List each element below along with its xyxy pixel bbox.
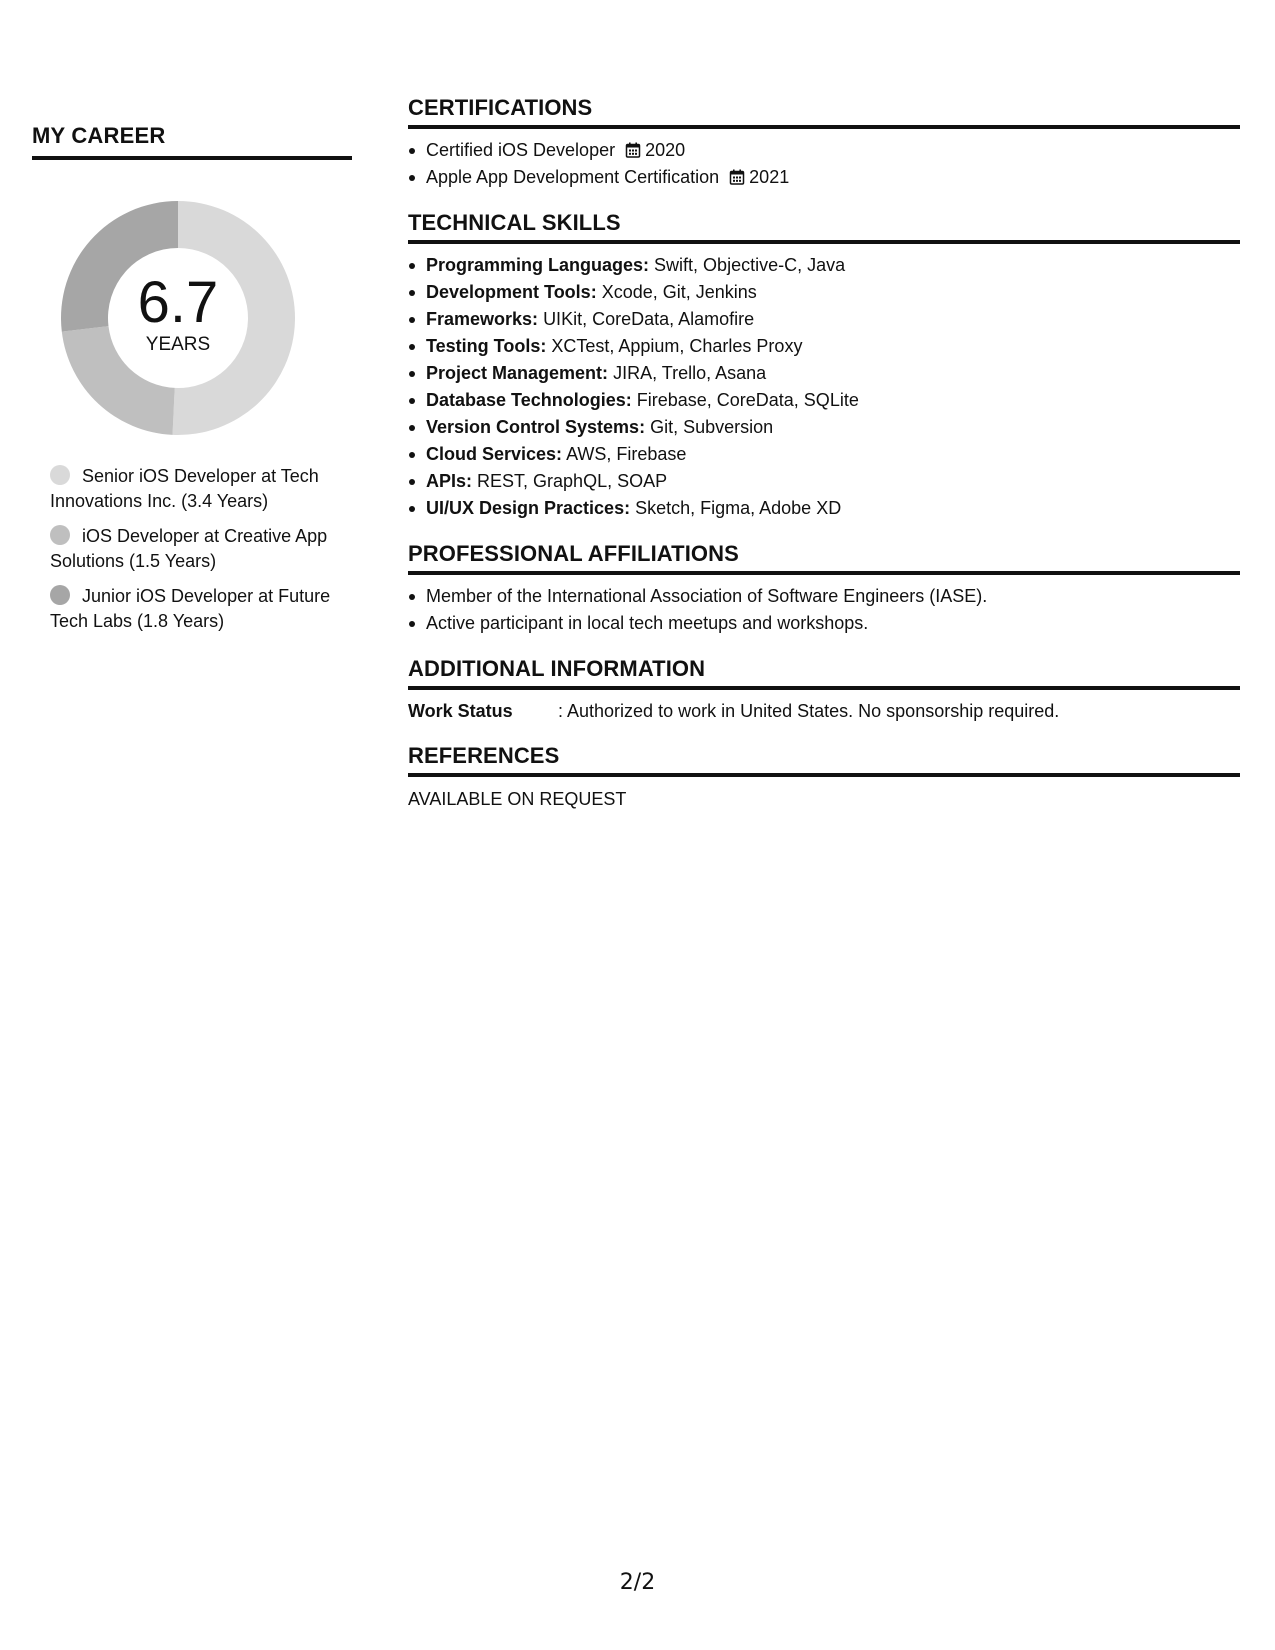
certification-year: 2021: [749, 167, 790, 187]
career-donut-svg: [54, 194, 302, 442]
skills-section: [408, 209, 1240, 522]
skill-item: [426, 360, 1240, 387]
page-number: 2/2: [619, 1570, 656, 1595]
skills-title: TECHNICAL SKILLS: [408, 209, 1240, 244]
skill-label: Testing Tools:: [426, 336, 547, 356]
affiliations-list: [408, 583, 1240, 637]
skill-value: Swift, Objective-C, Java: [654, 255, 846, 275]
skill-label: APIs:: [426, 471, 473, 491]
certification-year: 2020: [645, 140, 686, 160]
career-total-unit: YEARS: [145, 334, 211, 355]
career-legend-item: [50, 464, 350, 514]
skill-item: [426, 387, 1240, 414]
career-legend: [50, 464, 350, 644]
career-column: [32, 122, 352, 631]
work-status-label: Work Status: [408, 701, 513, 721]
main-column: [408, 94, 1240, 830]
skill-label: Project Management:: [426, 363, 609, 383]
skill-value: Firebase, CoreData, SQLite: [636, 390, 859, 410]
skill-value: Xcode, Git, Jenkins: [601, 282, 757, 302]
career-legend-label: Senior iOS Developer at Tech Innovations Inc. (3.4 Years): [50, 466, 319, 511]
skill-value: AWS, Firebase: [566, 444, 687, 464]
affiliation-item: Active participant in local tech meetups and workshops.: [426, 610, 1240, 637]
career-donut-chart: [54, 194, 302, 442]
career-legend-item: [50, 524, 350, 574]
skill-label: Frameworks:: [426, 309, 539, 329]
certification-item: [426, 164, 1240, 191]
skill-item: [426, 414, 1240, 441]
career-title: MY CAREER: [32, 122, 352, 160]
affiliation-item: Member of the International Association of Software Engineers (IASE).: [426, 583, 1240, 610]
donut-slice-3: [61, 201, 178, 332]
work-status-row: [408, 698, 1240, 724]
affiliations-title: PROFESSIONAL AFFILIATIONS: [408, 540, 1240, 575]
legend-swatch: [50, 465, 70, 485]
skill-value: Git, Subversion: [650, 417, 774, 437]
certification-name: Apple App Development Certification: [426, 167, 720, 187]
skill-item: [426, 252, 1240, 279]
certifications-section: [408, 94, 1240, 191]
skill-label: Version Control Systems:: [426, 417, 646, 437]
work-status-value: : Authorized to work in United States. No sponsorship required.: [558, 701, 1060, 721]
additional-info-section: [408, 655, 1240, 724]
legend-swatch: [50, 525, 70, 545]
career-legend-item: [50, 584, 350, 634]
skill-label: Development Tools:: [426, 282, 597, 302]
career-legend-label: Junior iOS Developer at Future Tech Labs (1.8 Years): [50, 586, 331, 631]
skill-label: Cloud Services:: [426, 444, 563, 464]
donut-slice-1: [173, 201, 295, 435]
certifications-list: [408, 137, 1240, 191]
references-title: REFERENCES: [408, 742, 1240, 777]
career-total-value: 6.7: [137, 270, 219, 335]
certification-name: Certified iOS Developer: [426, 140, 616, 160]
skill-value: REST, GraphQL, SOAP: [477, 471, 668, 491]
skill-label: UI/UX Design Practices:: [426, 498, 631, 518]
skills-list: [408, 252, 1240, 522]
references-section: [408, 742, 1240, 812]
certifications-title: CERTIFICATIONS: [408, 94, 1240, 129]
additional-info-title: ADDITIONAL INFORMATION: [408, 655, 1240, 690]
career-legend-label: iOS Developer at Creative App Solutions (1.5 Years): [50, 526, 328, 571]
skill-item: [426, 468, 1240, 495]
affiliations-section: [408, 540, 1240, 637]
skill-value: XCTest, Appium, Charles Proxy: [551, 336, 803, 356]
skill-item: [426, 495, 1240, 522]
certification-item: [426, 137, 1240, 164]
legend-swatch: [50, 585, 70, 605]
references-text: AVAILABLE ON REQUEST: [408, 789, 627, 809]
skill-value: UIKit, CoreData, Alamofire: [543, 309, 755, 329]
calendar-icon: [729, 169, 745, 185]
skill-label: Programming Languages:: [426, 255, 650, 275]
skill-item: [426, 279, 1240, 306]
donut-slice-2: [62, 326, 175, 435]
calendar-icon: [625, 142, 641, 158]
skill-item: [426, 306, 1240, 333]
skill-item: [426, 441, 1240, 468]
skill-value: Sketch, Figma, Adobe XD: [635, 498, 842, 518]
skill-item: [426, 333, 1240, 360]
skill-label: Database Technologies:: [426, 390, 632, 410]
skill-value: JIRA, Trello, Asana: [613, 363, 767, 383]
